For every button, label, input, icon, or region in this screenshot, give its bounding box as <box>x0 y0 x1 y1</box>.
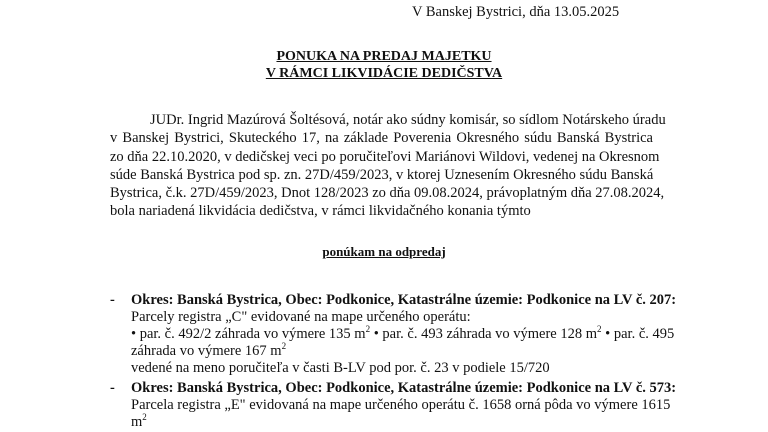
parcel-493: • par. č. 493 záhrada vo výmere 128 m <box>370 326 598 342</box>
parcel-495-area: záhrada vo výmere 167 m <box>131 343 282 359</box>
property-description-line: Parcely registra „C" evidované na mape určeného operátu: <box>131 309 471 325</box>
area-unit-superscript: 2 <box>142 412 147 423</box>
property-owner-line: vedené na meno poručiteľa v časti B-LV pod por. č. 23 v podiele 15/720 <box>131 360 550 376</box>
area-unit-superscript: 2 <box>597 324 602 335</box>
property-parcels-line <box>110 324 675 343</box>
document-date: V Banskej Bystrici, dňa 13.05.2025 <box>412 4 620 20</box>
parcel-495: • par. č. 495 <box>601 326 675 342</box>
property-item-heading <box>110 379 677 397</box>
area-unit: m <box>131 414 143 430</box>
property-item <box>110 379 677 431</box>
title-line-1: PONUKA NA PREDAJ MAJETKU <box>276 49 492 64</box>
parcel-492-2: • par. č. 492/2 záhrada vo výmere 135 m <box>131 326 366 342</box>
property-item-heading <box>110 291 677 309</box>
property-parcels-line <box>110 343 653 360</box>
offer-heading: ponúkam na odpredaj <box>322 244 446 259</box>
property-location: Okres: Banská Bystrica, Obec: Podkonice, Katastrálne územie: Podkonice na LV č. 207: <box>131 292 677 308</box>
intro-line: Bystrica, č.k. 27D/459/2023, Dnot 128/2023 zo dňa 09.08.2024, právoplatným dňa 27.08.2024, <box>110 185 665 202</box>
list-dash: - <box>110 292 115 308</box>
intro-paragraph <box>110 111 666 221</box>
intro-line: zo dňa 22.10.2020, v dedičskej veci po poručiteľovi Mariánovi Wildovi, vedenej na Okresnom <box>110 148 660 165</box>
property-description-line <box>110 414 653 431</box>
property-item <box>110 291 677 377</box>
title-line-2: V RÁMCI LIKVIDÁCIE DEDIČSTVA <box>265 66 503 81</box>
property-location: Okres: Banská Bystrica, Obec: Podkonice, Katastrálne územie: Podkonice na LV č. 573: <box>131 380 677 396</box>
intro-line: bola nariadená likvidácia dedičstva, v rámci likvidačného konania týmto <box>110 203 531 220</box>
intro-line: súde Banská Bystrica pod sp. zn. 27D/459/2023, v ktorej Uznesením Okresného súdu Banská <box>110 166 654 183</box>
property-description-line: Parcela registra „E" evidovaná na mape určeného operátu č. 1658 orná pôda vo výmere 1615 <box>131 397 671 413</box>
area-unit-superscript: 2 <box>365 324 371 335</box>
document-title <box>0 48 768 82</box>
area-unit-superscript: 2 <box>281 341 287 352</box>
list-dash: - <box>110 380 115 396</box>
intro-line: JUDr. Ingrid Mazúrová Šoltésová, notár ako súdny komisár, so sídlom Notárskeho úradu <box>150 112 666 128</box>
intro-line: v Banskej Bystrici, Skuteckého 17, na základe Poverenia Okresného súdu Banská Bystrica <box>110 130 653 147</box>
